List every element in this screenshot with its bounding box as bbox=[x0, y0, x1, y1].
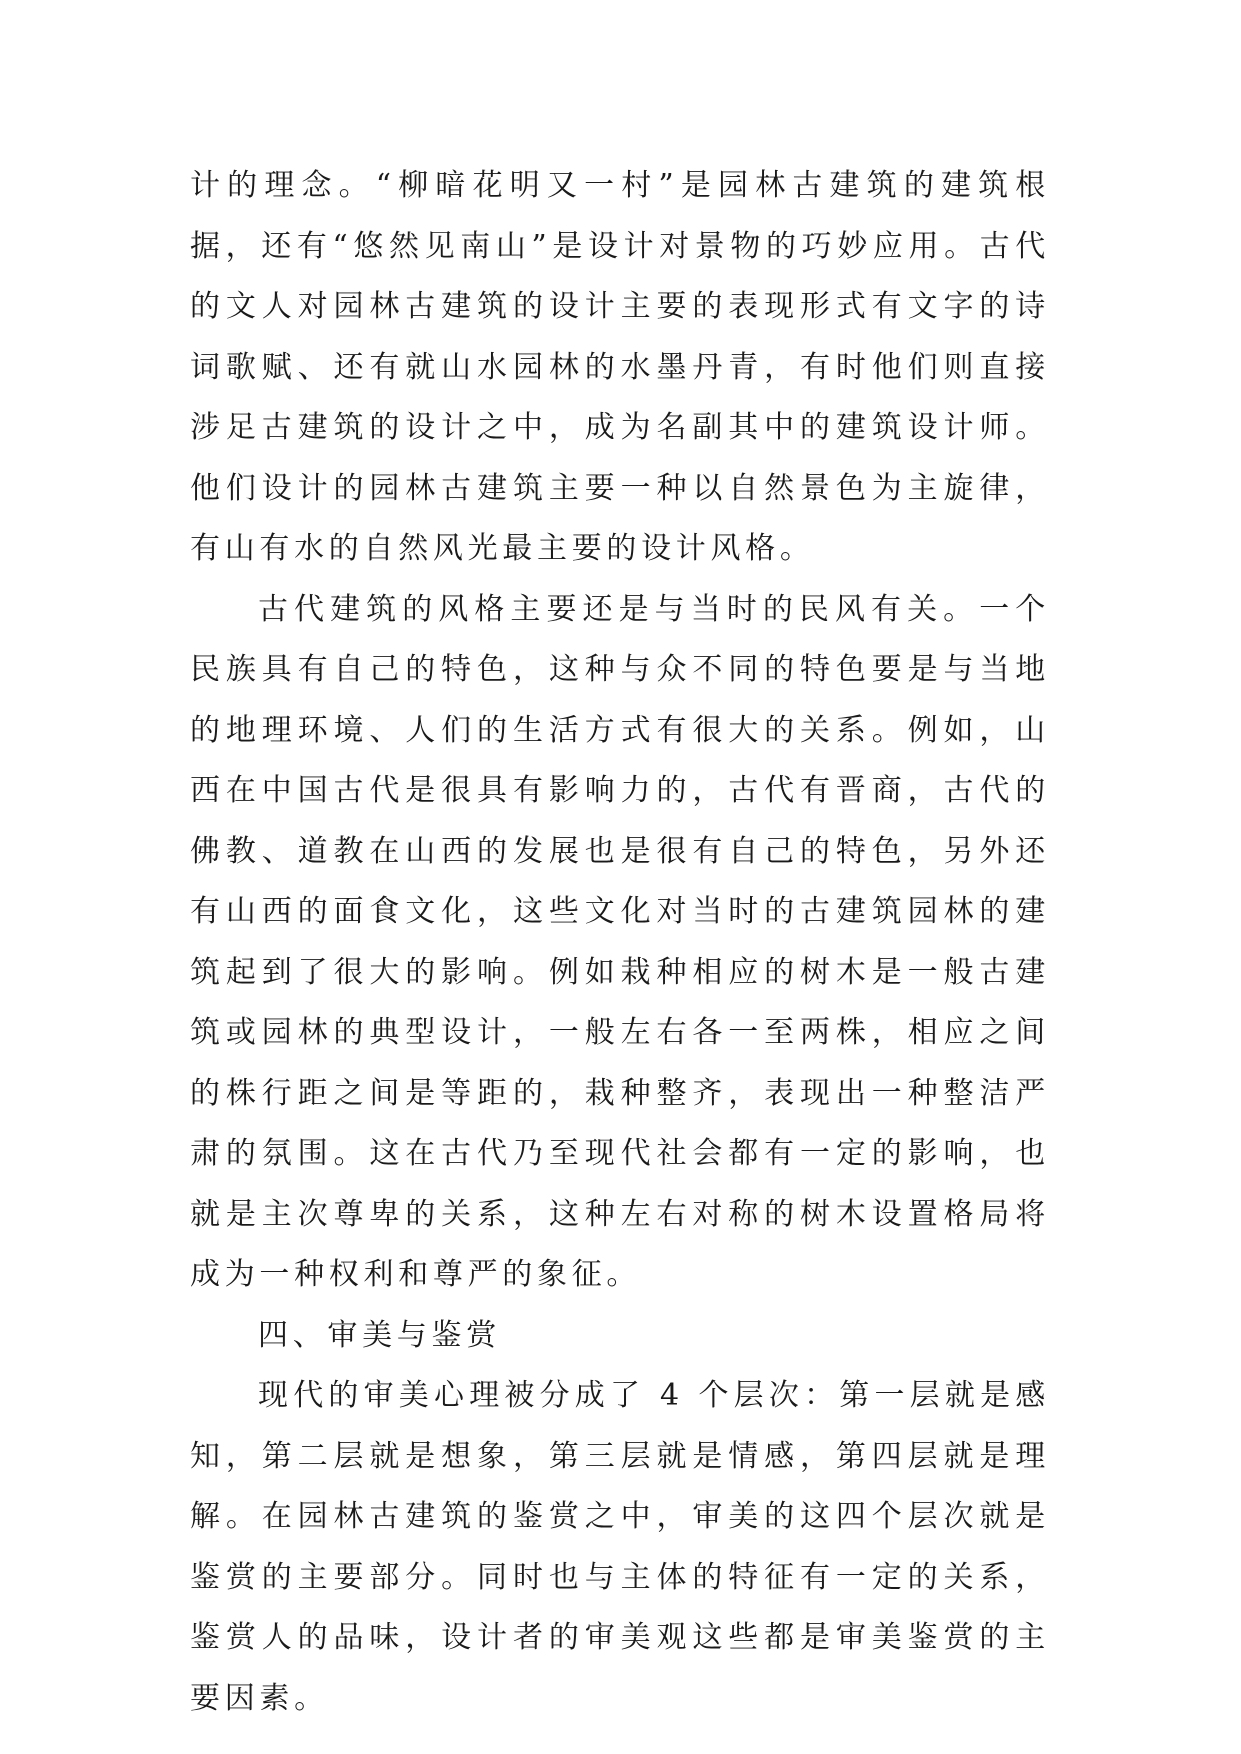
section-heading: 四、审美与鉴赏 bbox=[258, 1317, 501, 1353]
paragraph-continuation: 计的理念。“柳暗花明又一村”是园林古建筑的建筑根据，还有“悠然见南山”是设计对景物的巧妙应用。古代的文人对园林古建筑的设计主要的表现形式有文字的诗词歌赋、还有就山水园林的水墨丹青，有时他们则直接涉足古建筑的设计之中，成为名副其中的建筑设计师。他们设计的园林古建筑主要一种以自然景色为主旋律，有山有水的自然风光最主要的设计风格。 bbox=[190, 168, 1050, 566]
paragraph-aesthetics: 现代的审美心理被分成了 4 个层次：第一层就是感知，第二层就是想象，第三层就是情感，第四层就是理解。在园林古建筑的鉴赏之中，审美的这四个层次就是鉴赏的主要部分。同时也与主体的特征有一定的关系，鉴赏人的品味，设计者的审美观这些都是审美鉴赏的主要因素。 bbox=[190, 1378, 1050, 1716]
document-body bbox=[190, 156, 1050, 1729]
paragraph-architecture-style: 古代建筑的风格主要还是与当时的民风有关。一个民族具有自己的特色，这种与众不同的特色要是与当地的地理环境、人们的生活方式有很大的关系。例如，山西在中国古代是很具有影响力的，古代有晋商，古代的佛教、道教在山西的发展也是很有自己的特色，另外还有山西的面食文化，这些文化对当时的古建筑园林的建筑起到了很大的影响。例如栽种相应的树木是一般古建筑或园林的典型设计，一般左右各一至两株，相应之间的株行距之间是等距的，栽种整齐，表现出一种整洁严肃的氛围。这在古代乃至现代社会都有一定的影响，也就是主次尊卑的关系，这种左右对称的树木设置格局将成为一种权利和尊严的象征。 bbox=[190, 591, 1050, 1292]
